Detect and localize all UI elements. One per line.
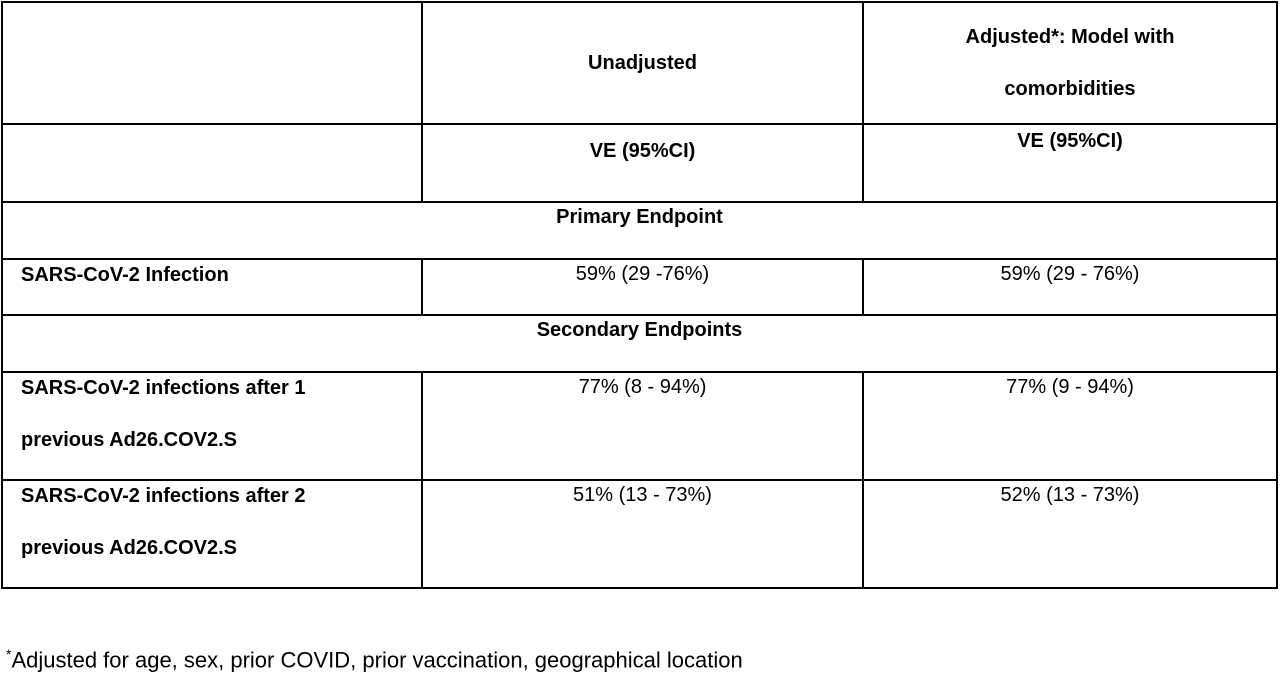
row-label-after-1 [2, 372, 422, 480]
row-label-infection [2, 259, 422, 315]
value-adjusted: 52% (13 - 73%) [863, 480, 1277, 588]
header-adjusted [863, 2, 1277, 124]
section-row-primary [2, 202, 1277, 259]
header-unadjusted-label: Unadjusted [588, 52, 697, 74]
subheader-ve-unadjusted: VE (95%CI) [422, 124, 863, 202]
value-unadjusted: 59% (29 -76%) [422, 259, 863, 315]
table-row [2, 372, 1277, 480]
section-title-primary: Primary Endpoint [2, 202, 1277, 259]
row-label-line2: previous Ad26.COV2.S [21, 537, 237, 559]
section-row-secondary [2, 315, 1277, 372]
header-adjusted-line1: Adjusted*: Model with [965, 26, 1175, 48]
footnote [6, 646, 743, 673]
subheader-ve-adjusted: VE (95%CI) [863, 124, 1277, 202]
row-label-line1: SARS-CoV-2 infections after 1 [21, 377, 306, 399]
header-empty-cell [2, 2, 422, 124]
row-label-text: SARS-CoV-2 Infection [21, 264, 229, 286]
value-unadjusted: 51% (13 - 73%) [422, 480, 863, 588]
footnote-text: Adjusted for age, sex, prior COVID, prior vaccination, geographical location [11, 647, 743, 673]
row-label-line2: previous Ad26.COV2.S [21, 429, 237, 451]
value-adjusted: 77% (9 - 94%) [863, 372, 1277, 480]
row-label-after-2 [2, 480, 422, 588]
table-row [2, 259, 1277, 315]
subheader-empty-cell [2, 124, 422, 202]
value-adjusted: 59% (29 - 76%) [863, 259, 1277, 315]
header-adjusted-line2: comorbidities [1004, 78, 1136, 100]
header-unadjusted [422, 2, 863, 124]
value-unadjusted: 77% (8 - 94%) [422, 372, 863, 480]
row-label-line1: SARS-CoV-2 infections after 2 [21, 485, 306, 507]
vaccine-effectiveness-table [1, 1, 1278, 589]
table-row [2, 480, 1277, 588]
table-header-row [2, 2, 1277, 124]
footnote-marker: * [6, 646, 12, 662]
table-subheader-row [2, 124, 1277, 202]
section-title-secondary: Secondary Endpoints [2, 315, 1277, 372]
